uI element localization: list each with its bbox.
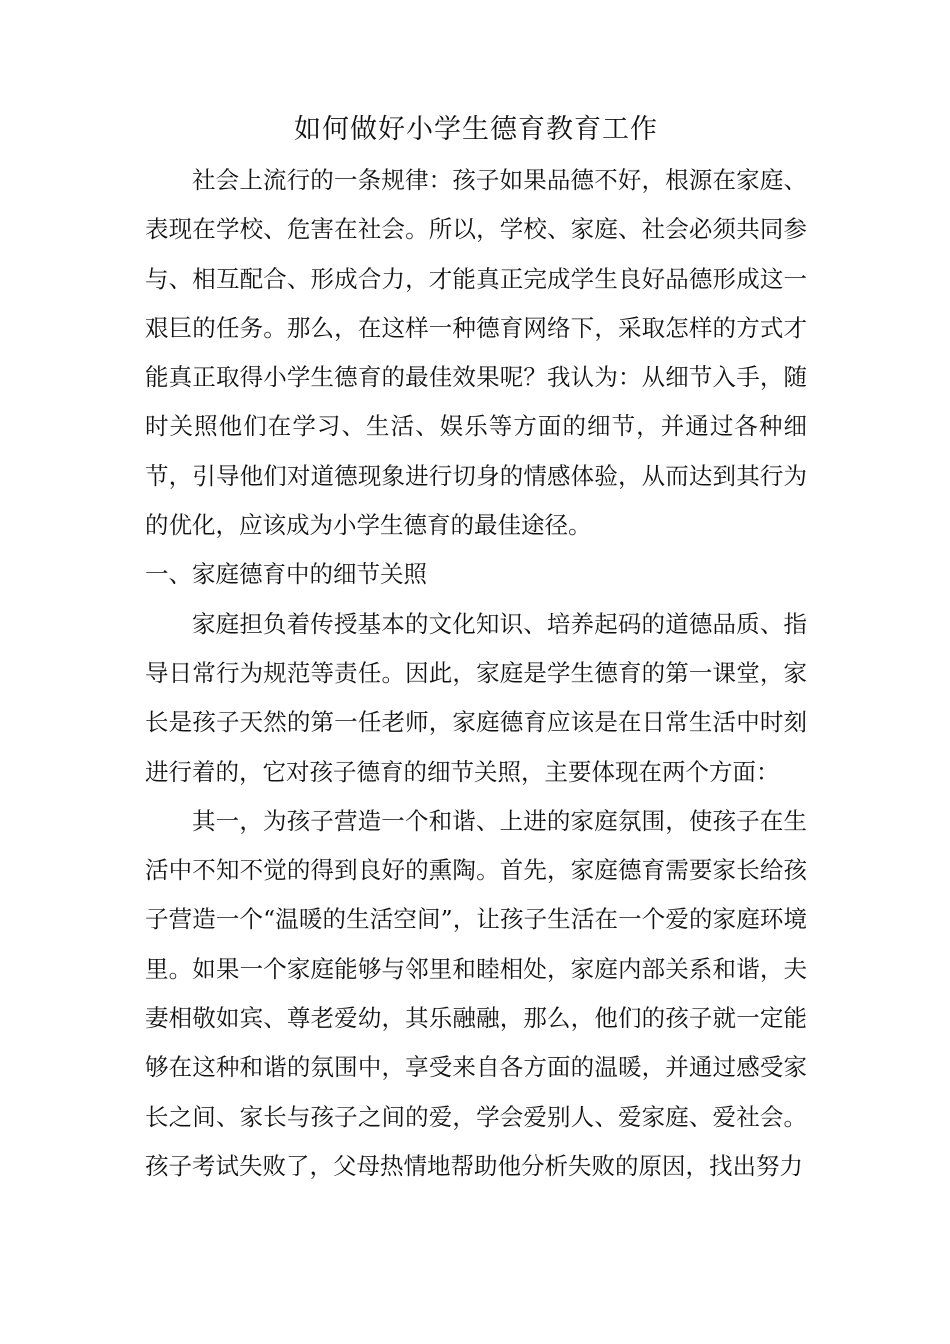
document-page — [145, 110, 807, 1191]
intro-paragraph: 社会上流行的一条规律：孩子如果品德不好，根源在家庭、表现在学校、危害在社会。所以，学校、家庭、社会必须共同参与、相互配合、形成合力，才能真正完成学生良好品德形成这一艰巨的任务。那么，在这样一种德育网络下，采取怎样的方式才能真正取得小学生德育的最佳效果呢？我认为：从细节入手，随时关照他们在学习、生活、娱乐等方面的细节，并通过各种细节，引导他们对道德现象进行切身的情感体验，从而达到其行为的优化，应该成为小学生德育的最佳途径。 — [145, 166, 807, 540]
family-education-paragraph: 家庭担负着传授基本的文化知识、培养起码的道德品质、指导日常行为规范等责任。因此，家庭是学生德育的第一课堂，家长是孩子天然的第一任老师，家庭德育应该是在日常生活中时刻进行着的，它对孩子德育的细节关照，主要体现在两个方面： — [145, 609, 807, 786]
section-heading: 一、家庭德育中的细节关照 — [145, 560, 427, 589]
document-title: 如何做好小学生德育教育工作 — [294, 114, 658, 145]
first-point-paragraph: 其一，为孩子营造一个和谐、上进的家庭氛围，使孩子在生活中不知不觉的得到良好的熏陶。首先，家庭德育需要家长给孩子营造一个“温暖的生活空间”，让孩子生活在一个爱的家庭环境里。如果一个家庭能够与邻里和睦相处，家庭内部关系和谐，夫妻相敬如宾、尊老爱幼，其乐融融，那么，他们的孩子就一定能够在这种和谐的氛围中，享受来自各方面的温暖，并通过感受家长之间、家长与孩子之间的爱，学会爱别人、爱家庭、爱社会。孩子考试失败了，父母热情地帮助他分析失败的原因，找出努力 — [145, 806, 807, 1180]
